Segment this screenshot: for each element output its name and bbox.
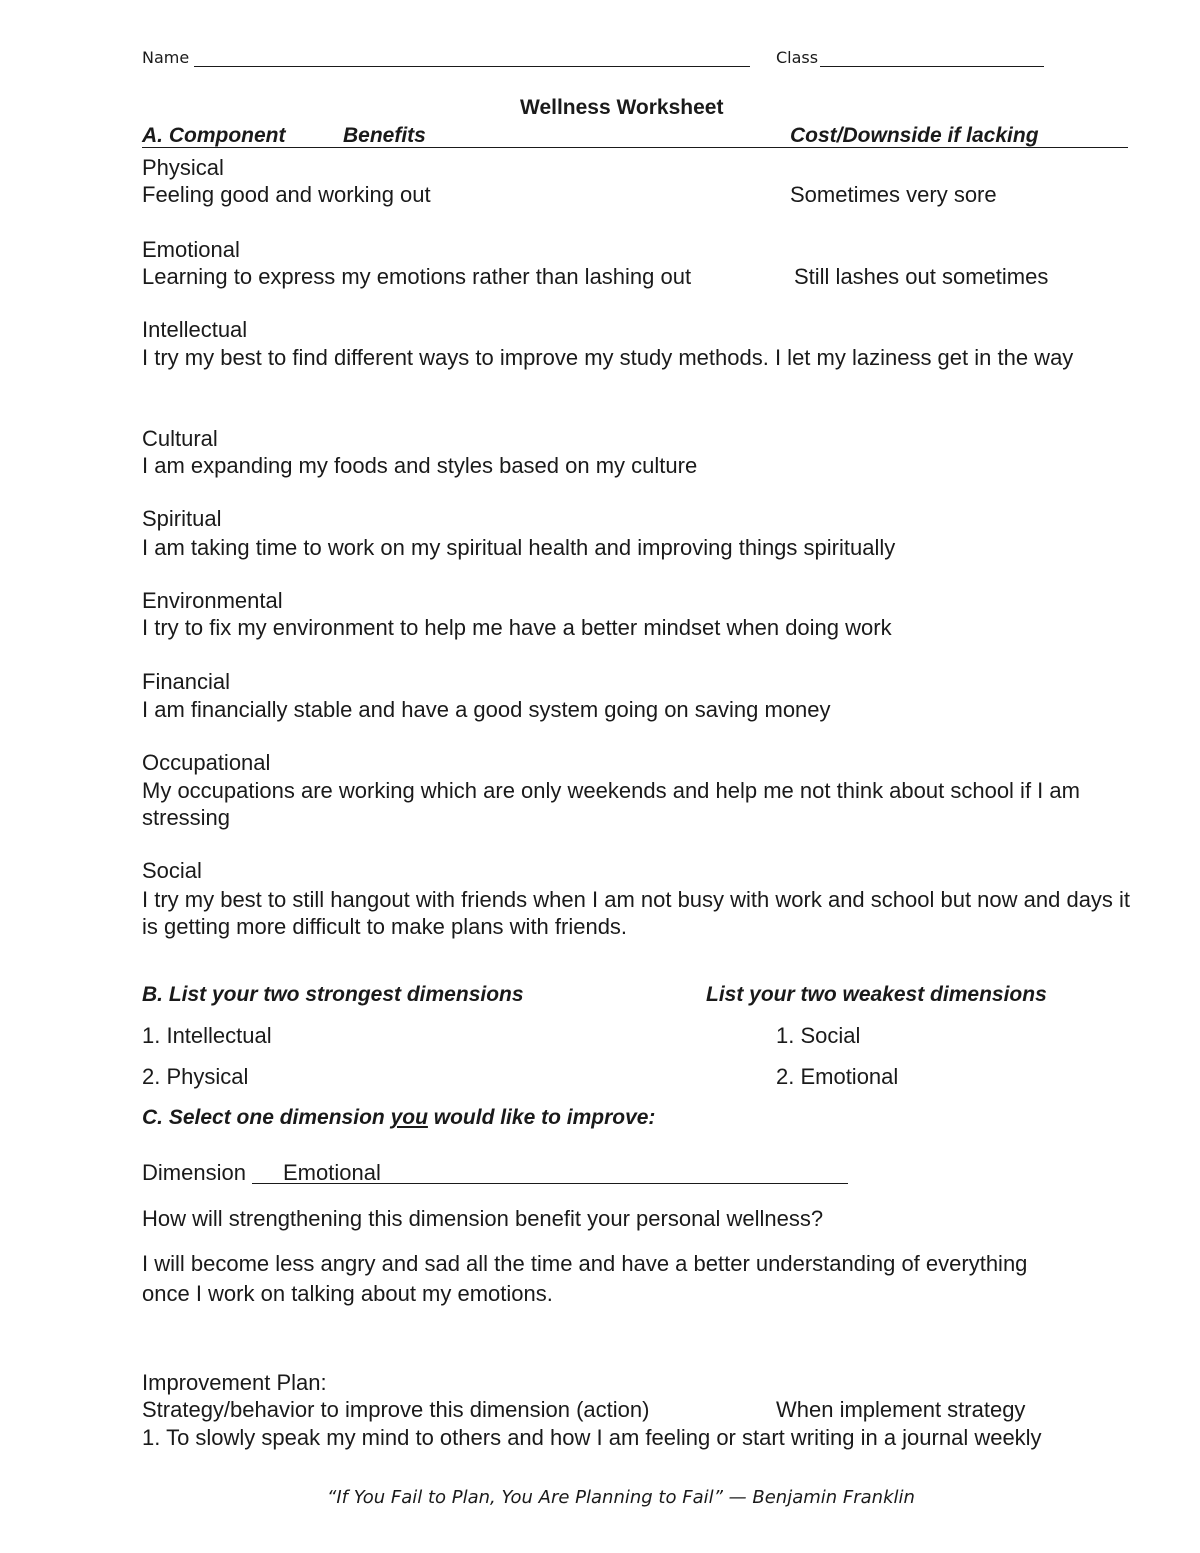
- component-benefit: I try my best to still hangout with friends when I am not busy with work and school but now and days it is getting more difficult to make plans with friends.: [142, 887, 1131, 939]
- dimension-field[interactable]: Emotional: [283, 1160, 381, 1185]
- component-benefit: I try my best to find different ways to improve my study methods. I let my laziness get in the way: [142, 345, 1074, 370]
- strongest-heading: B. List your two strongest dimensions: [142, 983, 524, 1006]
- section-c-heading-part: would like to improve:: [427, 1106, 656, 1129]
- col-cost-header: Cost/Downside if lacking: [790, 124, 1039, 147]
- component-benefit: I am expanding my foods and styles based on my culture: [142, 453, 698, 478]
- component-benefit: Learning to express my emotions rather than lashing out: [142, 264, 692, 289]
- section-c-heading: [142, 1106, 655, 1130]
- benefit-question: How will strengthening this dimension benefit your personal wellness?: [142, 1206, 824, 1231]
- weakest-heading: List your two weakest dimensions: [706, 983, 1047, 1006]
- name-line[interactable]: [194, 66, 750, 67]
- benefit-answer: I will become less angry and sad all the time and have a better understanding of everything: [142, 1251, 1028, 1276]
- footer-quote: “If You Fail to Plan, You Are Planning to Fail” — Benjamin Franklin: [327, 1487, 915, 1508]
- strong-dimension-item: 1. Intellectual: [142, 1023, 272, 1048]
- col-benefits-header: Benefits: [343, 124, 426, 147]
- weak-dimension-item: 1. Social: [776, 1023, 861, 1048]
- component-benefit: Feeling good and working out: [142, 182, 431, 207]
- component-name: Spiritual: [142, 506, 222, 531]
- component-benefit: I am taking time to work on my spiritual health and improving things spiritually: [142, 535, 896, 560]
- dimension-label: Dimension: [142, 1160, 246, 1185]
- section-c-heading-emphasis: you: [390, 1106, 428, 1129]
- component-name: Cultural: [142, 426, 218, 451]
- section-c-heading-part: C. Select one dimension: [142, 1106, 391, 1129]
- class-line[interactable]: [820, 66, 1044, 67]
- benefit-answer: once I work on talking about my emotions.: [142, 1281, 553, 1306]
- improvement-plan-label: Improvement Plan:: [142, 1370, 327, 1395]
- component-cost: Sometimes very sore: [790, 182, 997, 207]
- component-name: Intellectual: [142, 317, 248, 342]
- component-cost: Still lashes out sometimes: [794, 264, 1049, 289]
- class-label: Class: [776, 48, 819, 67]
- component-benefit: I am financially stable and have a good system going on saving money: [142, 697, 831, 722]
- page-title: Wellness Worksheet: [520, 96, 724, 119]
- component-name: Environmental: [142, 588, 283, 613]
- component-name: Social: [142, 858, 202, 883]
- component-benefit: I try to fix my environment to help me have a better mindset when doing work: [142, 615, 892, 640]
- component-benefit: My occupations are working which are only weekends and help me not think about school if I am stressing: [142, 778, 1080, 830]
- name-label: Name: [142, 48, 190, 67]
- component-name: Physical: [142, 155, 224, 180]
- strong-dimension-item: 2. Physical: [142, 1064, 249, 1089]
- col-component-header: A. Component: [142, 124, 286, 147]
- when-column-label: When implement strategy: [776, 1397, 1026, 1422]
- weak-dimension-item: 2. Emotional: [776, 1064, 899, 1089]
- section-a-header-line: [142, 147, 1128, 148]
- strategy-item: 1. To slowly speak my mind to others and how I am feeling or start writing in a journal weekly: [142, 1425, 1042, 1450]
- component-name: Emotional: [142, 237, 240, 262]
- strategy-column-label: Strategy/behavior to improve this dimension (action): [142, 1397, 650, 1422]
- component-name: Financial: [142, 669, 231, 694]
- component-name: Occupational: [142, 750, 271, 775]
